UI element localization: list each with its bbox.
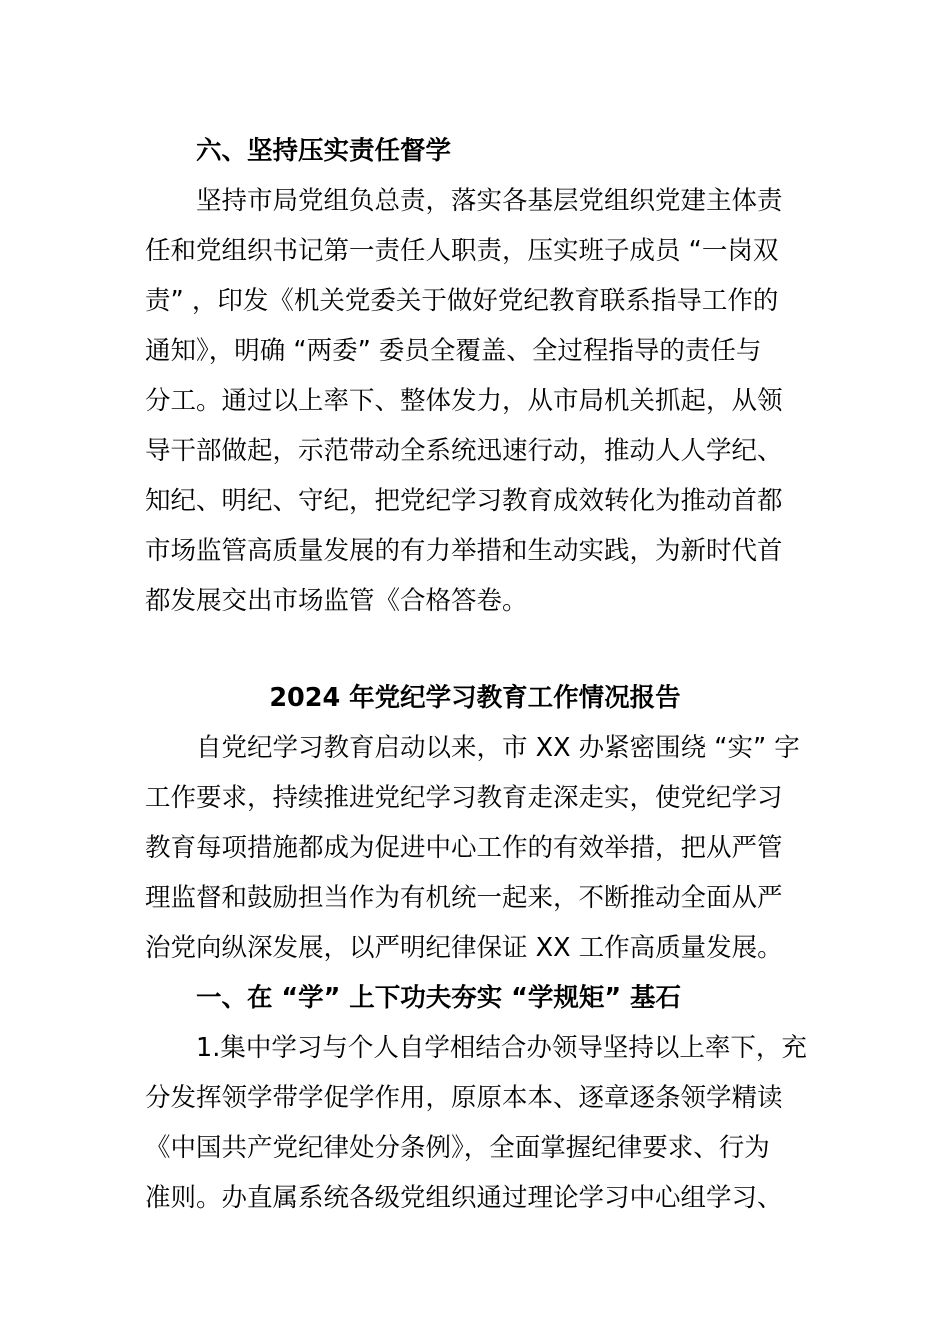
paragraph-line: 通知》，明确 “两委” 委员全覆盖、全过程指导的责任与 bbox=[145, 336, 762, 366]
paragraph-line: 责” ，印发《机关党委关于做好党纪教育联系指导工作的 bbox=[145, 286, 779, 316]
section-heading: 六、坚持压实责任督学 bbox=[196, 136, 452, 166]
paragraph-line: 理监督和鼓励担当作为有机统一起来，不断推动全面从严 bbox=[145, 883, 783, 913]
report-title: 2024 年党纪学习教育工作情况报告 bbox=[269, 683, 681, 713]
paragraph-line: 准则。办直属系统各级党组织通过理论学习中心组学习、 bbox=[145, 1183, 783, 1213]
paragraph-line: 分发挥领学带学促学作用，原原本本、逐章逐条领学精读 bbox=[145, 1083, 783, 1113]
paragraph-line: 工作要求，持续推进党纪学习教育走深走实，使党纪学习 bbox=[145, 783, 783, 813]
paragraph-line: 导干部做起，示范带动全系统迅速行动，推动人人学纪、 bbox=[145, 436, 783, 466]
paragraph-line: 分工。通过以上率下、整体发力，从市局机关抓起，从领 bbox=[145, 386, 783, 416]
paragraph-line: 坚持市局党组负总责，落实各基层党组织党建主体责 bbox=[196, 186, 783, 216]
paragraph-line: 《中国共产党纪律处分条例》，全面掌握纪律要求、行为 bbox=[145, 1133, 770, 1163]
paragraph-line: 都发展交出市场监管《合格答卷。 bbox=[145, 586, 528, 616]
paragraph-line: 自党纪学习教育启动以来，市 XX 办紧密围绕 “实” 字 bbox=[196, 733, 800, 763]
paragraph-line: 1.集中学习与个人自学相结合办领导坚持以上率下，充 bbox=[196, 1033, 807, 1063]
paragraph-line: 任和党组织书记第一责任人职责，压实班子成员 “一岗双 bbox=[145, 236, 779, 266]
section-heading: 一、在 “学” 上下功夫夯实 “学规矩” 基石 bbox=[196, 983, 682, 1013]
paragraph-line: 知纪、明纪、守纪，把党纪学习教育成效转化为推动首都 bbox=[145, 486, 783, 516]
paragraph-line: 市场监管高质量发展的有力举措和生动实践，为新时代首 bbox=[145, 536, 783, 566]
paragraph-line: 教育每项措施都成为促进中心工作的有效举措，把从严管 bbox=[145, 833, 783, 863]
paragraph-line: 治党向纵深发展，以严明纪律保证 XX 工作高质量发展。 bbox=[145, 933, 783, 963]
